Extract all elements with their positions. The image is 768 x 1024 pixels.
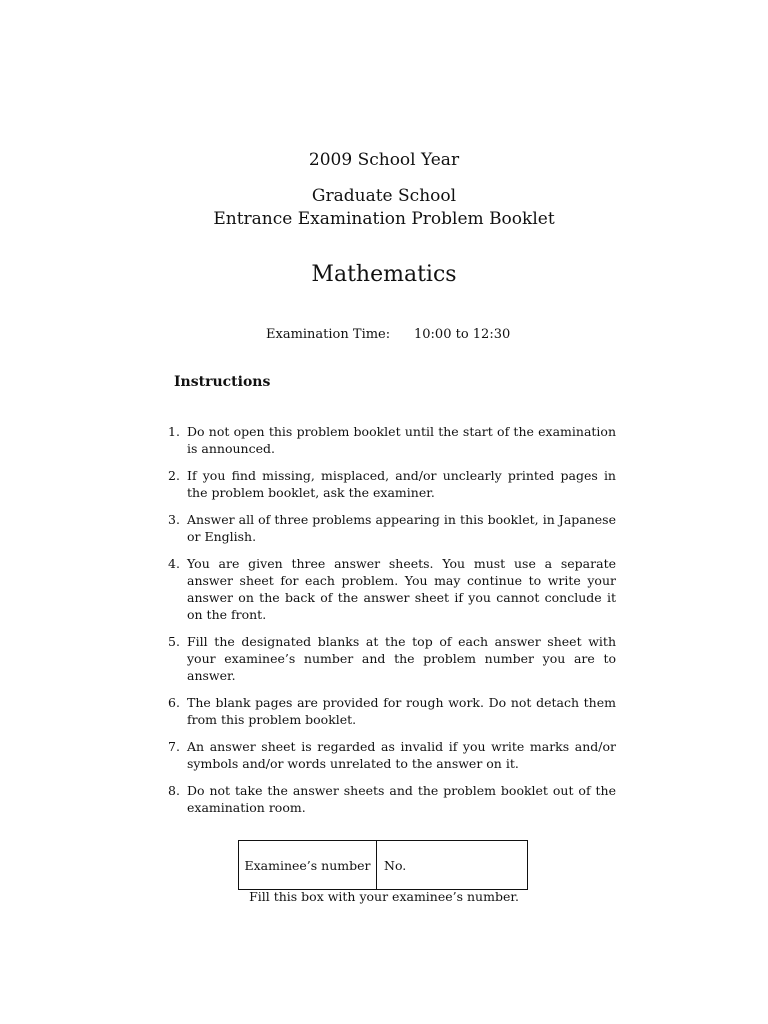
instruction-text: Answer all of three problems appearing in this booklet, in Japanese or English. [187, 512, 616, 544]
instruction-number: 4. [168, 556, 180, 571]
instruction-item [168, 694, 616, 728]
school-year: 2009 School Year [308, 150, 460, 170]
instructions-list [168, 423, 616, 826]
examinee-number-box [238, 840, 528, 890]
instruction-text: An answer sheet is regarded as invalid if you write marks and/or symbols and/or words unrelated to the answer on it. [187, 739, 616, 771]
instruction-item [168, 555, 616, 623]
instruction-text: Do not open this problem booklet until the start of the examination is announced. [187, 424, 616, 456]
instruction-number: 1. [168, 424, 180, 439]
examinee-number-label: Examinee’s number [239, 841, 377, 889]
instruction-number: 7. [168, 739, 180, 754]
instruction-text: Fill the designated blanks at the top of each answer sheet with your examinee’s number and the problem number you are to answer. [187, 634, 616, 683]
exam-time-label: Examination Time: [266, 327, 391, 342]
instruction-number: 8. [168, 783, 180, 798]
instruction-number: 5. [168, 634, 180, 649]
subject-title: Mathematics [311, 262, 457, 287]
instruction-text: The blank pages are provided for rough work. Do not detach them from this problem booklet. [187, 695, 616, 727]
instructions-heading: Instructions [174, 374, 271, 390]
instruction-text: You are given three answer sheets. You must use a separate answer sheet for each problem. You may continue to write your answer on the back of the answer sheet if you cannot conclude it on the front. [187, 556, 616, 622]
exam-time-value: 10:00 to 12:30 [414, 327, 511, 342]
instruction-item [168, 633, 616, 684]
instruction-number: 6. [168, 695, 180, 710]
instruction-item [168, 423, 616, 457]
instruction-text: If you find missing, misplaced, and/or unclearly printed pages in the problem booklet, ask the examiner. [187, 468, 616, 500]
instruction-text: Do not take the answer sheets and the problem booklet out of the examination room. [187, 783, 616, 815]
exam-time-row [266, 327, 510, 342]
instruction-item [168, 782, 616, 816]
instruction-item [168, 738, 616, 772]
school-line-2: Entrance Examination Problem Booklet [213, 209, 555, 229]
examinee-number-field[interactable]: No. [384, 857, 407, 873]
booklet-title [0, 185, 768, 231]
examinee-box-note: Fill this box with your examinee’s number. [249, 889, 519, 904]
instruction-number: 3. [168, 512, 180, 527]
instruction-item [168, 511, 616, 545]
instruction-number: 2. [168, 468, 180, 483]
school-line-1: Graduate School [311, 186, 457, 206]
instruction-item [168, 467, 616, 501]
